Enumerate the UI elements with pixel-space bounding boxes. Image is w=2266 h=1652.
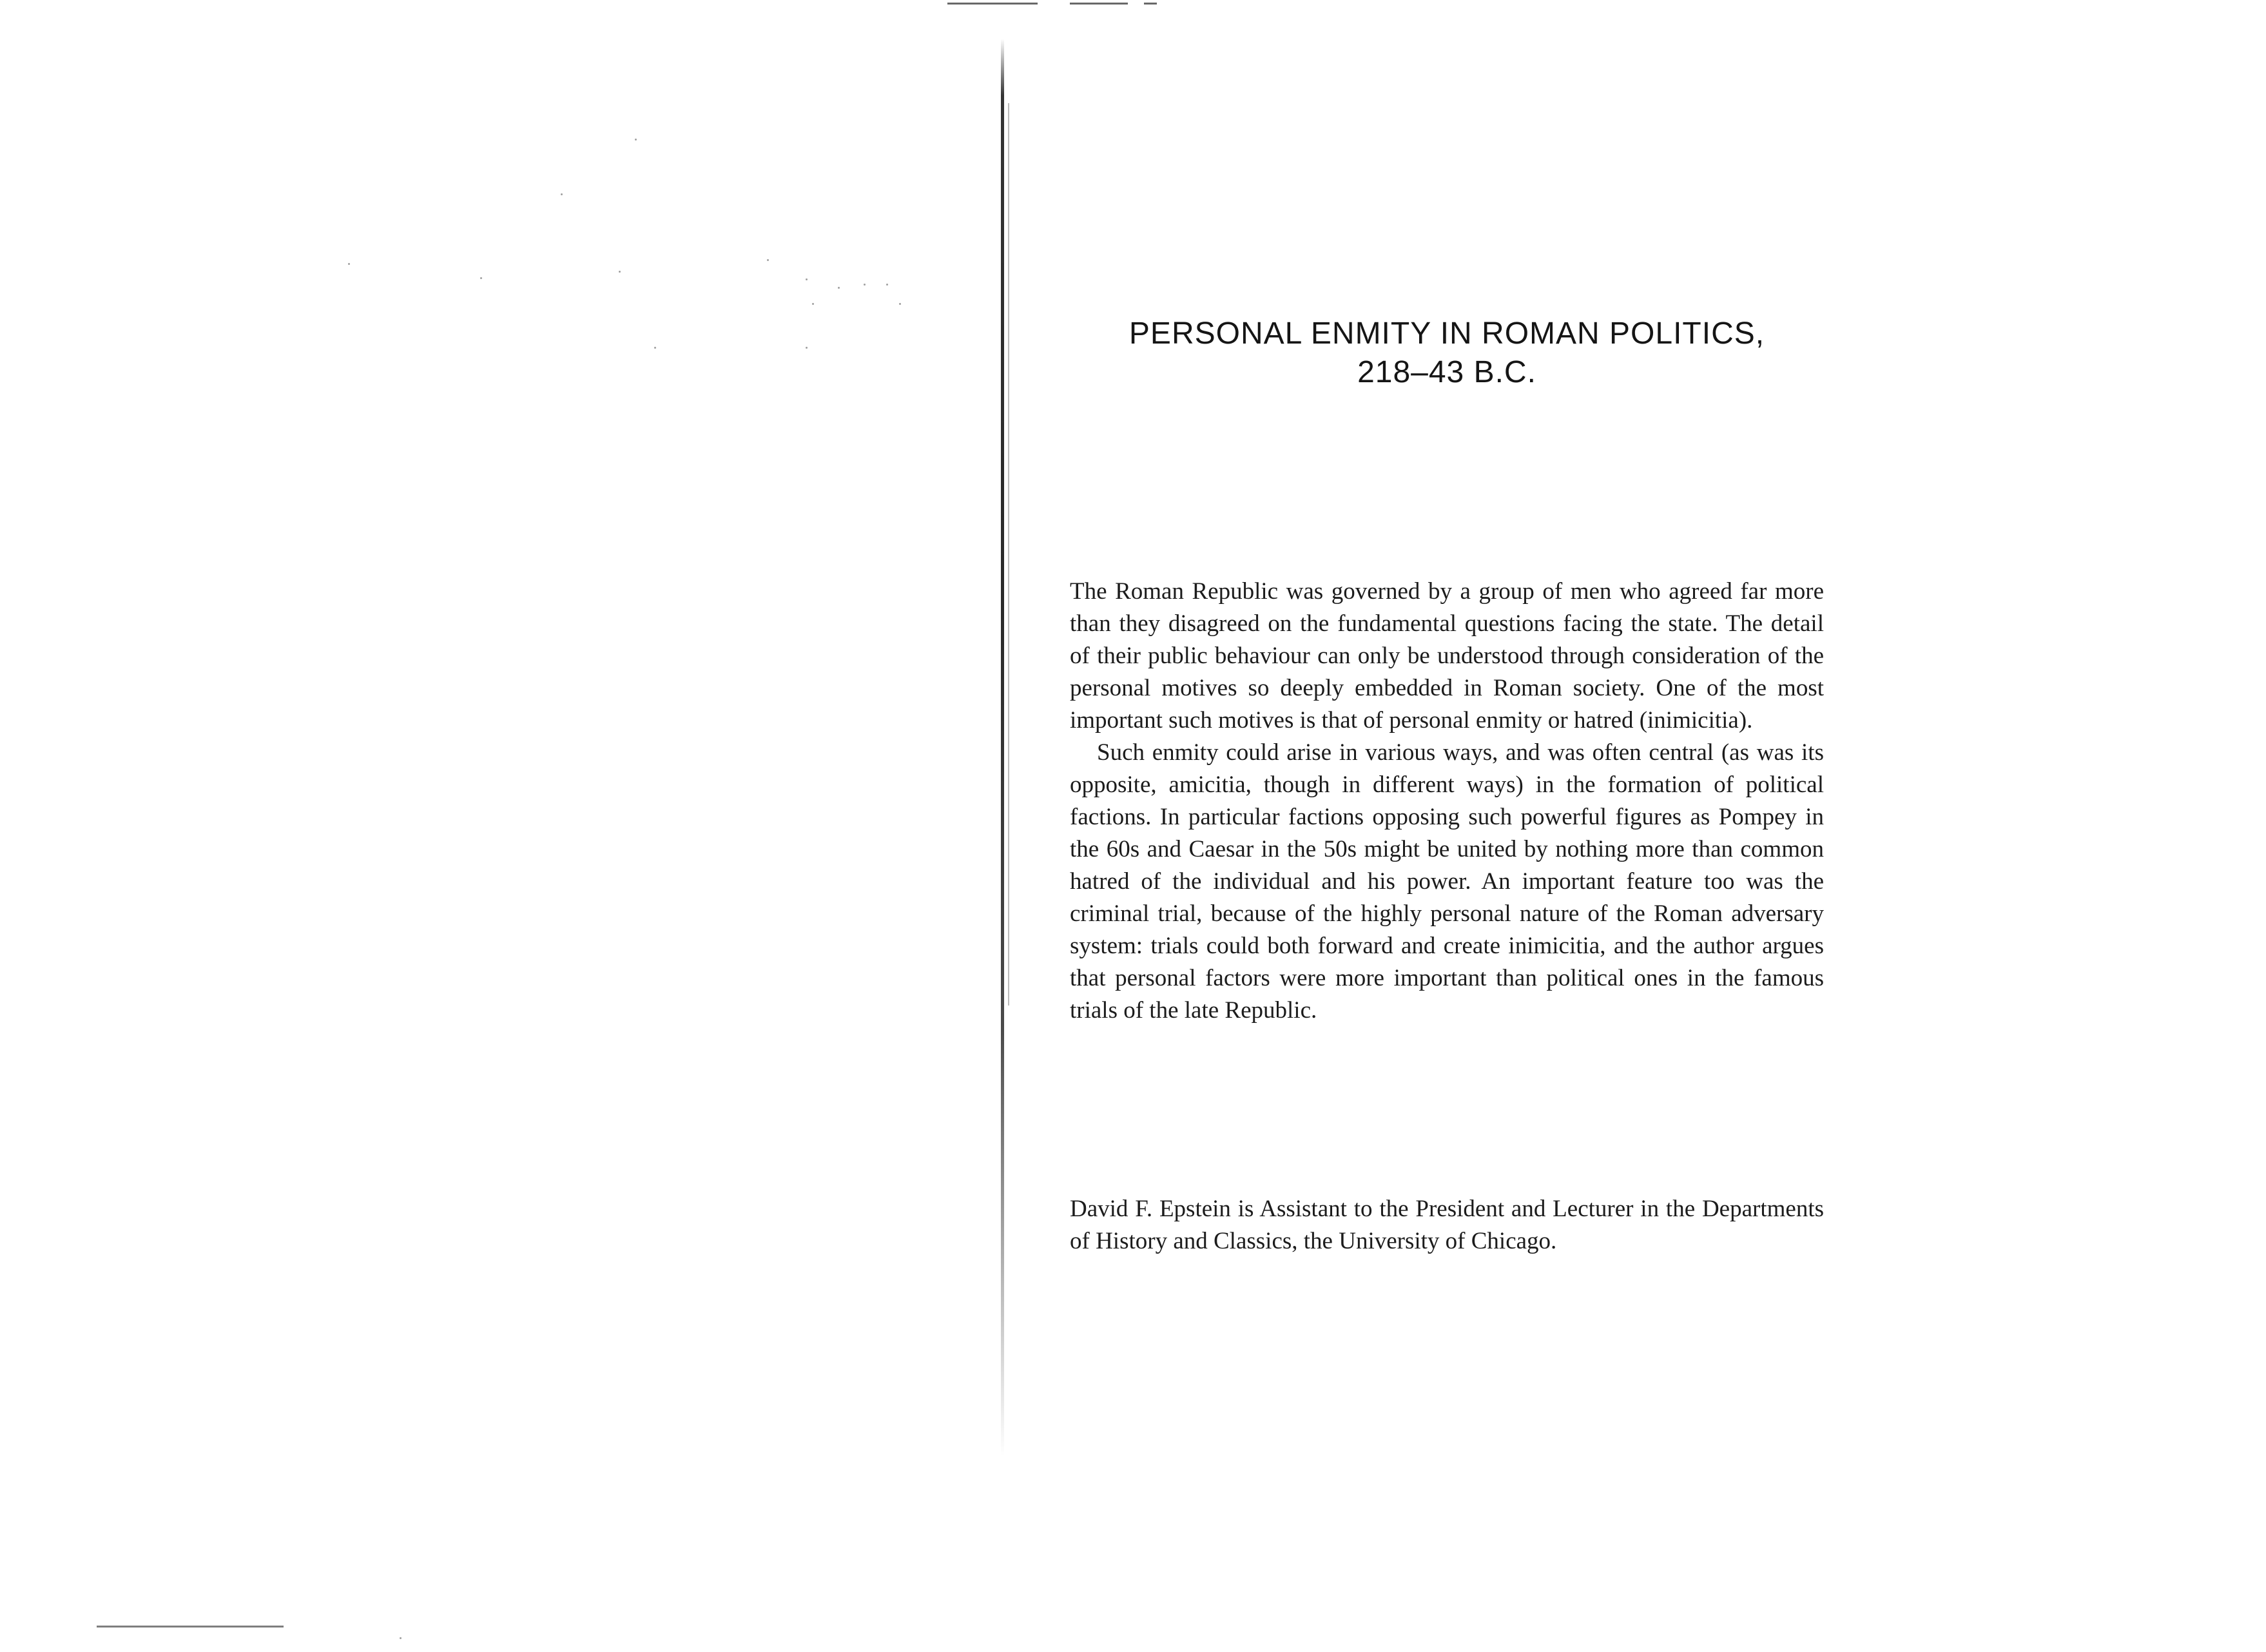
scan-speck bbox=[806, 278, 808, 280]
scan-speck bbox=[806, 347, 808, 349]
scan-edge-mark bbox=[947, 3, 1038, 5]
scan-speck bbox=[400, 1637, 402, 1639]
scan-speck bbox=[767, 259, 769, 261]
book-title bbox=[1070, 315, 1824, 392]
book-title-line-1: PERSONAL ENMITY IN ROMAN POLITICS, bbox=[1128, 316, 1765, 351]
scan-speck bbox=[864, 284, 866, 286]
scan-speck bbox=[635, 139, 637, 141]
scan-speck bbox=[899, 303, 901, 305]
scan-speck bbox=[886, 284, 888, 286]
scan-speck bbox=[480, 277, 482, 279]
book-title-line-2: 218–43 B.C. bbox=[1357, 355, 1536, 389]
scan-speck bbox=[812, 303, 814, 305]
scan-edge-mark bbox=[1070, 3, 1128, 5]
scan-speck bbox=[654, 347, 656, 349]
book-gutter bbox=[1001, 39, 1004, 1457]
scan-edge-mark bbox=[97, 1626, 284, 1628]
scan-speck bbox=[561, 193, 563, 195]
blurb bbox=[1070, 576, 1824, 1027]
scan-speck bbox=[348, 263, 350, 265]
scan-speck bbox=[838, 287, 840, 289]
scan-speck bbox=[619, 271, 621, 273]
book-gutter-shadow bbox=[1008, 103, 1009, 1006]
blurb-paragraph-2: Such enmity could arise in various ways, and was often central (as was its opposite, amicitia, though in different ways) in the formation of political factions. In particular factions opposing such powerful figures as Pompey in the 60s and Caesar in the 50s might be united by nothing more than common hatred of the individual and his power. An important feature too was the criminal trial, because of the highly personal nature of the Roman adversary system: trials could both forward and create inimicitia, and the author argues that personal factors were more important than political ones in the famous trials of the late Republic. bbox=[1070, 739, 1824, 1024]
author-bio-text: David F. Epstein is Assistant to the President and Lecturer in the Departments of History and Classics, the University of Chicago. bbox=[1070, 1196, 1824, 1254]
blurb-paragraph-1: The Roman Republic was governed by a group of men who agreed far more than they disagreed on the fundamental questions facing the state. The detail of their public behaviour can only be understood through consideration of the personal motives so deeply embedded in Roman society. One of the most important such motives is that of personal enmity or hatred (inimicitia). bbox=[1070, 578, 1824, 734]
author-bio bbox=[1070, 1193, 1824, 1258]
scan-edge-mark bbox=[1144, 3, 1157, 5]
